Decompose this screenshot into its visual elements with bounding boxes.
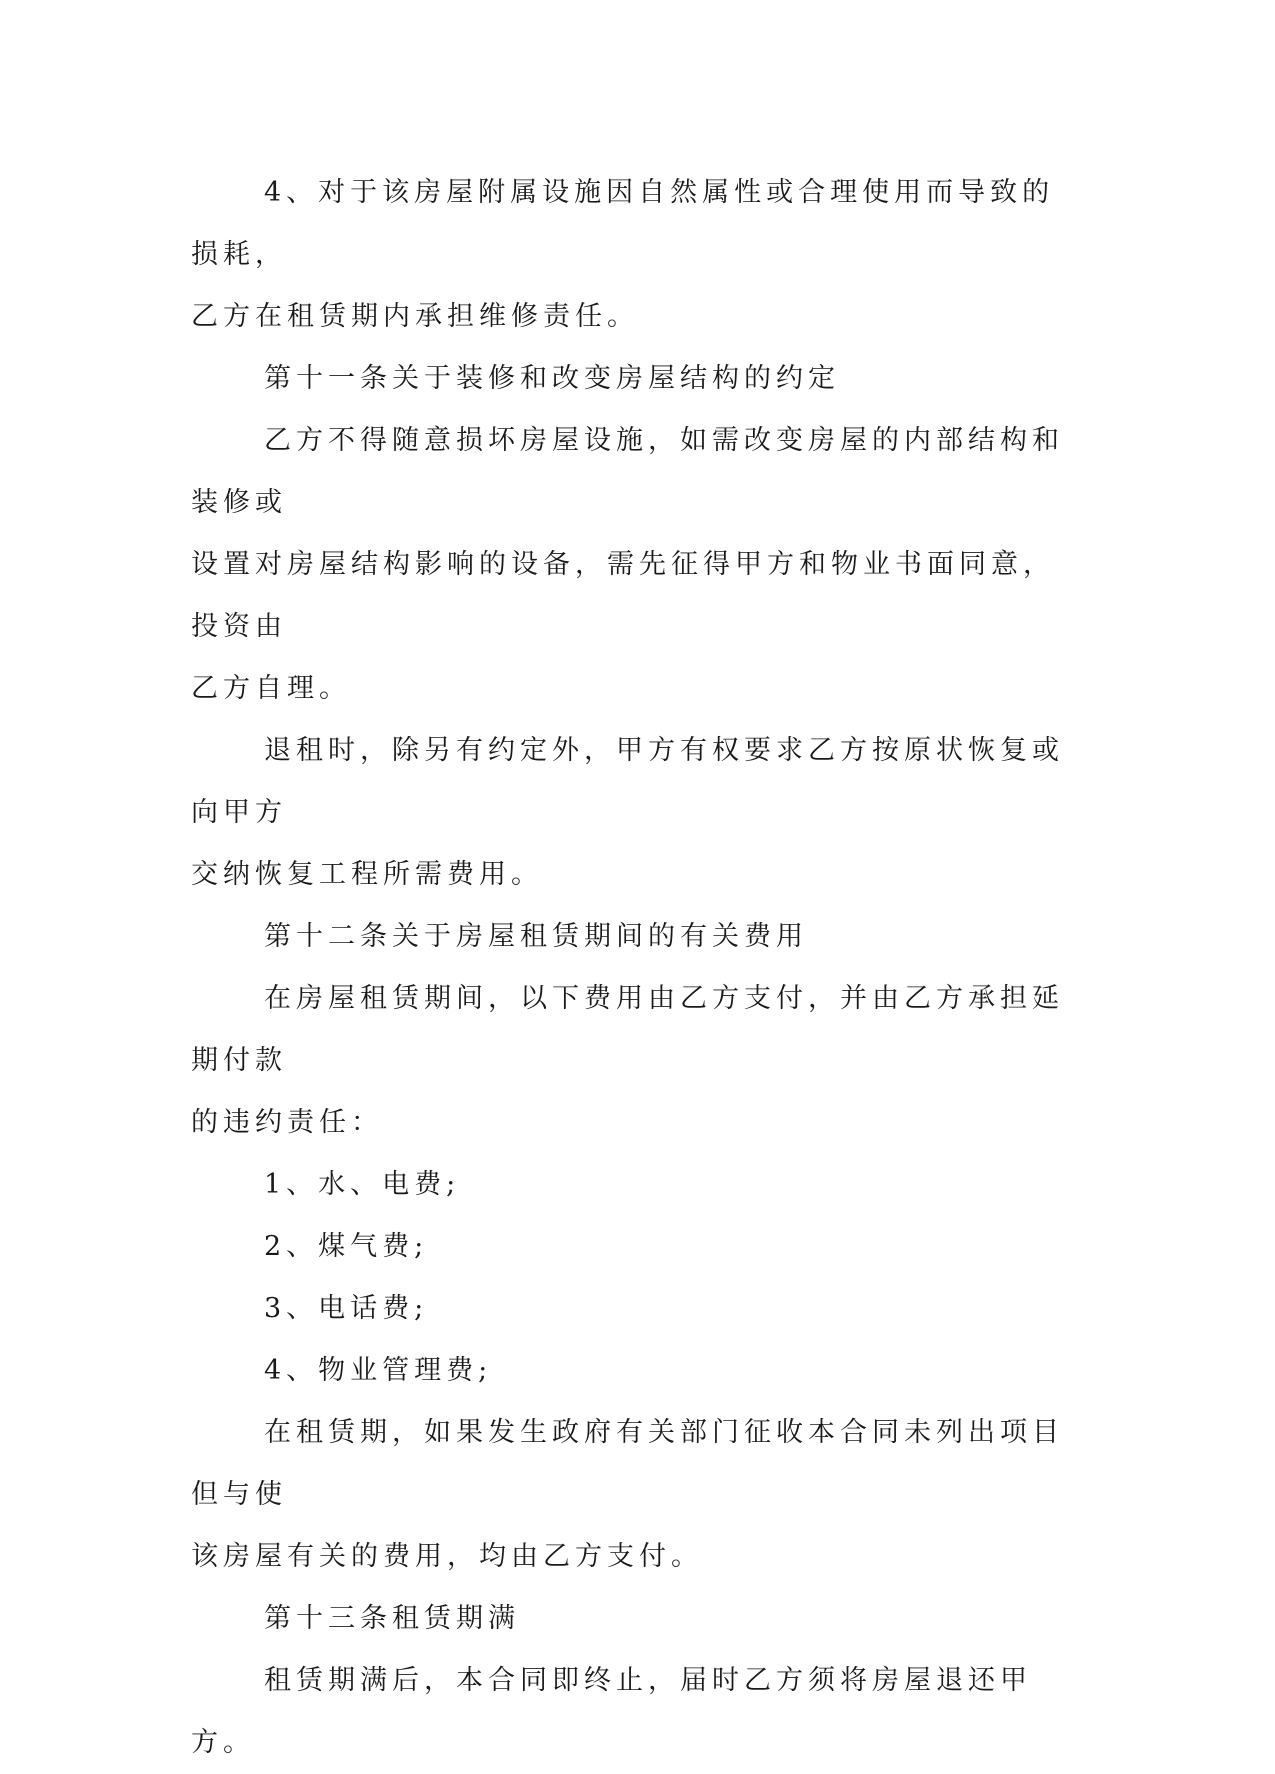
list-item: 4、物业管理费; (264, 1355, 493, 1386)
text-line: 交纳恢复工程所需费用。 (191, 859, 543, 890)
text-line: 在房屋租赁期间，以下费用由乙方支付，并由乙方承担延期付款 (191, 983, 1064, 1076)
text-line: 乙方在租赁期内承担维修责任。 (191, 301, 639, 332)
section-heading: 第十二条关于房屋租赁期间的有关费用 (264, 921, 808, 952)
text-line: 在租赁期，如果发生政府有关部门征收本合同未列出项目但与使 (191, 1417, 1064, 1510)
list-item: 1、水、电费; (264, 1169, 461, 1200)
list-item: 2、煤气费; (264, 1231, 429, 1262)
section-heading: 第十三条租赁期满 (264, 1603, 520, 1634)
text-line: 退租时，除另有约定外，甲方有权要求乙方按原状恢复或向甲方 (191, 735, 1064, 828)
text-line: 的违约责任： (191, 1107, 383, 1138)
text-line: 乙方不得随意损坏房屋设施，如需改变房屋的内部结构和装修或 (191, 425, 1064, 518)
list-item: 3、电话费; (264, 1293, 429, 1324)
text-line: 乙方自理。 (191, 673, 351, 704)
text-line: 设置对房屋结构影响的设备，需先征得甲方和物业书面同意，投资由 (191, 549, 1055, 642)
document-body (191, 162, 1075, 1774)
text-line: 该房屋有关的费用，均由乙方支付。 (191, 1541, 703, 1572)
section-heading: 第十一条关于装修和改变房屋结构的约定 (264, 363, 840, 394)
text-line: 租赁期满后，本合同即终止，届时乙方须将房屋退还甲方。 (191, 1665, 1032, 1758)
text-line: 4、对于该房屋附属设施因自然属性或合理使用而导致的损耗， (191, 177, 1055, 270)
